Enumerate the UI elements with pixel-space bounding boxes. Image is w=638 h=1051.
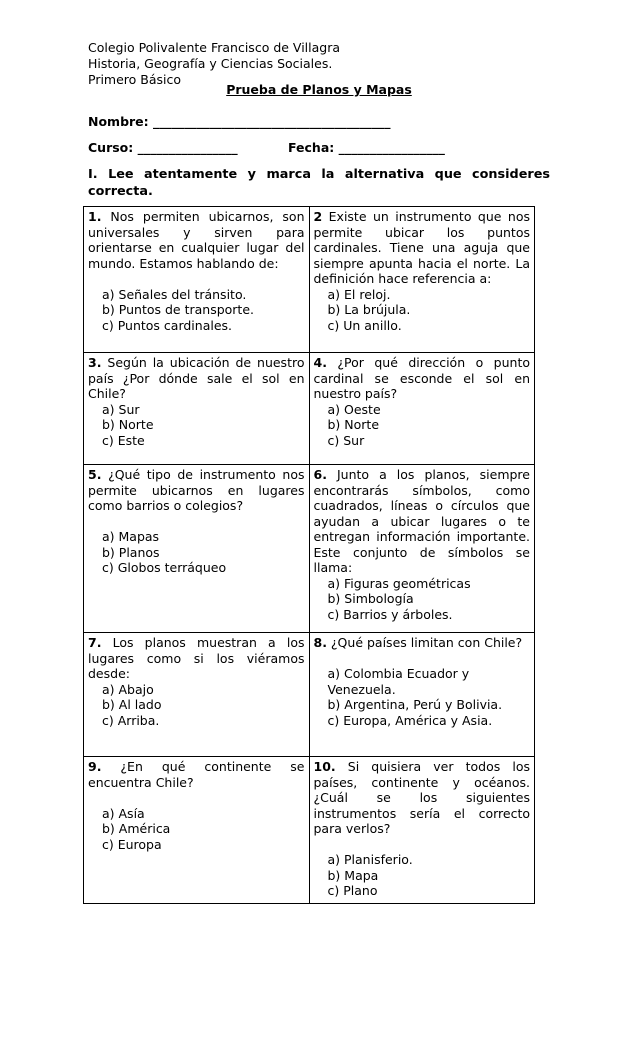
answer-option-text: c) Europa, América y Asia. — [327, 712, 493, 728]
question-row — [84, 207, 535, 353]
answer-option-text: b) Al lado — [102, 697, 162, 712]
question-text — [314, 759, 531, 837]
question-number: 2 — [313, 209, 323, 224]
answer-option[interactable] — [328, 287, 531, 303]
answer-options — [314, 576, 531, 623]
answer-option[interactable] — [328, 852, 531, 868]
answer-options — [88, 287, 305, 334]
answer-option[interactable] — [102, 402, 305, 418]
answer-option-text: a) Señales del tránsito. — [102, 286, 247, 302]
answer-option[interactable] — [102, 433, 305, 449]
answer-options — [88, 682, 305, 729]
answer-options — [314, 402, 531, 449]
question-text — [314, 355, 531, 402]
question-text — [88, 209, 305, 271]
answer-option[interactable] — [102, 697, 305, 713]
grade-level: Primero Básico — [88, 72, 182, 87]
answer-option[interactable] — [328, 302, 531, 318]
question-number: 10. — [313, 759, 336, 774]
answer-option[interactable] — [328, 666, 531, 697]
question-prompt: Junto a los planos, siempre encontrarás símbolos, como cuadrados, líneas o círculos que ayudan a ubicar lugares o te entregan información importante. Este conjunto de símbolos se llama: — [313, 467, 530, 575]
question-text — [88, 355, 305, 402]
question-row — [84, 633, 535, 757]
question-cell — [309, 757, 535, 904]
question-row — [84, 757, 535, 904]
answer-options — [88, 529, 305, 576]
question-prompt: ¿Qué países limitan con Chile? — [326, 635, 523, 650]
question-prompt: ¿En qué continente se encuentra Chile? — [88, 759, 305, 790]
question-prompt: Si quisiera ver todos los países, continente y océanos. ¿Cuál se los siguientes instrumentos sería el correcto para verlos? — [313, 759, 530, 836]
answer-option-text: a) Abajo — [102, 681, 154, 697]
answer-option-text: a) Colombia Ecuador y Venezuela. — [327, 666, 470, 697]
answer-option-text: b) La brújula. — [327, 302, 411, 317]
answer-option-text: c) Un anillo. — [327, 317, 402, 333]
answer-option-text: a) Planisferio. — [327, 852, 413, 867]
question-number: 8. — [313, 635, 327, 650]
answer-option-text: c) Sur — [327, 432, 365, 448]
question-prompt: Los planos muestran a los lugares como si los viéramos desde: — [88, 635, 305, 681]
answer-option[interactable] — [328, 883, 531, 899]
question-prompt: Existe un instrumento que nos permite ubicar los puntos cardinales. Tiene una aguja que siempre apunta hacia el norte. La definición hace referencia a: — [313, 209, 530, 286]
answer-option[interactable] — [102, 529, 305, 545]
question-row — [84, 353, 535, 465]
answer-option-text: b) Norte — [102, 417, 154, 432]
answer-option[interactable] — [102, 318, 305, 334]
question-cell — [84, 633, 310, 757]
answer-option[interactable] — [328, 433, 531, 449]
question-cell — [84, 465, 310, 633]
answer-option[interactable] — [328, 591, 531, 607]
answer-option[interactable] — [328, 607, 531, 623]
answer-option-text: a) Oeste — [327, 401, 381, 417]
answer-option[interactable] — [102, 821, 305, 837]
answer-option-text: c) Arriba. — [102, 712, 160, 728]
answer-option-text: a) El reloj. — [327, 286, 391, 302]
answer-options — [88, 402, 305, 449]
question-number: 3. — [88, 355, 102, 370]
answer-option[interactable] — [328, 868, 531, 884]
answer-option-text: a) Sur — [102, 401, 140, 417]
question-prompt: Nos permiten ubicarnos, son universales y sirven para orientarse en cualquier lugar del mundo. Estamos hablando de: — [88, 209, 305, 271]
answer-option-text: c) Este — [102, 432, 145, 448]
question-row — [84, 465, 535, 633]
answer-option[interactable] — [102, 713, 305, 729]
answer-options — [314, 666, 531, 728]
answer-option[interactable] — [102, 302, 305, 318]
question-cell — [84, 207, 310, 353]
answer-option-text: c) Plano — [327, 883, 378, 898]
answer-option[interactable] — [102, 417, 305, 433]
question-text — [314, 209, 531, 287]
answer-options — [314, 852, 531, 899]
date-field: Fecha: _________________ — [288, 140, 445, 155]
answer-option-text: b) Argentina, Perú y Bolivia. — [327, 697, 503, 712]
course-field: Curso: ________________ — [88, 140, 238, 155]
answer-option-text: b) Planos — [102, 544, 160, 560]
question-prompt: ¿Por qué dirección o punto cardinal se esconde el sol en nuestro país? — [313, 355, 530, 401]
question-cell — [84, 353, 310, 465]
answer-option[interactable] — [328, 713, 531, 729]
answer-option-text: b) Norte — [327, 417, 380, 432]
answer-option-text: c) Barrios y árboles. — [327, 606, 453, 622]
instruction-line-2: correcta. — [88, 184, 153, 199]
question-text — [88, 759, 305, 790]
answer-option-text: b) América — [102, 821, 171, 836]
answer-option[interactable] — [328, 402, 531, 418]
answer-option[interactable] — [102, 560, 305, 576]
question-cell — [309, 465, 535, 633]
question-cell — [84, 757, 310, 904]
question-number: 9. — [88, 759, 102, 774]
question-text — [88, 635, 305, 682]
answer-option[interactable] — [328, 576, 531, 592]
answer-option-text: b) Mapa — [327, 867, 379, 883]
answer-options — [88, 806, 305, 853]
question-number: 1. — [88, 209, 102, 224]
question-cell — [309, 353, 535, 465]
subject-name: Historia, Geografía y Ciencias Sociales. — [88, 56, 333, 71]
answer-option-text: c) Puntos cardinales. — [102, 317, 233, 333]
name-field: Nombre: ______________________________________ — [88, 114, 391, 129]
answer-option-text: a) Mapas — [102, 529, 160, 544]
school-name: Colegio Polivalente Francisco de Villagra — [88, 40, 341, 55]
question-number: 7. — [88, 635, 102, 650]
question-text — [88, 467, 305, 514]
instructions — [88, 166, 550, 200]
answer-option[interactable] — [102, 682, 305, 698]
answer-option-text: a) Figuras geométricas — [327, 575, 471, 591]
question-cell — [309, 633, 535, 757]
answer-option[interactable] — [328, 697, 531, 713]
answer-option-text: b) Puntos de transporte. — [102, 302, 255, 317]
question-prompt: ¿Qué tipo de instrumento nos permite ubicarnos en lugares como barrios o colegios? — [88, 467, 305, 513]
answer-option-text: a) Asía — [102, 805, 145, 821]
answer-option[interactable] — [102, 806, 305, 822]
page-title: Prueba de Planos y Mapas — [226, 82, 412, 97]
question-cell — [309, 207, 535, 353]
questions-table — [83, 206, 535, 904]
answer-option[interactable] — [102, 287, 305, 303]
answer-option[interactable] — [328, 318, 531, 334]
answer-option-text: c) Europa — [102, 836, 162, 852]
question-number: 5. — [88, 467, 102, 482]
question-number: 4. — [313, 355, 327, 370]
answer-options — [314, 287, 531, 334]
instruction-line-1: I. Lee atentamente y marca la alternativa que consideres — [88, 167, 550, 182]
question-text — [314, 635, 531, 651]
answer-option[interactable] — [102, 545, 305, 561]
question-number: 6. — [313, 467, 327, 482]
answer-option-text: c) Globos terráqueo — [102, 560, 227, 575]
question-prompt: Según la ubicación de nuestro país ¿Por dónde sale el sol en Chile? — [88, 355, 305, 401]
answer-option[interactable] — [102, 837, 305, 853]
question-text — [314, 467, 531, 576]
answer-option[interactable] — [328, 417, 531, 433]
answer-option-text: b) Simbología — [327, 591, 414, 606]
